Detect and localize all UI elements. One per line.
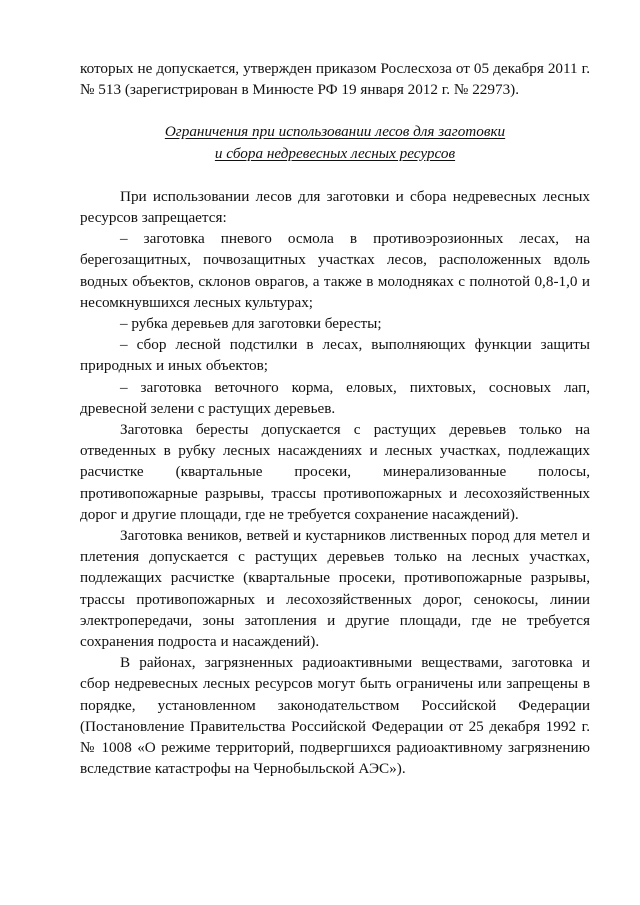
paragraph-brooms-branches: Заготовка веников, ветвей и кустарников лиственных пород для метел и плетения допускается с растущих деревьев только на лесных участках, подлежащих расчистке (квартальные просеки, противопожарные разрывы, трассы противопожарных и лесохозяйственных дорог, сенокосы, линии электропередачи, зоны затопления и другие площади, где не требуется сохранения подроста и насаждений). — [80, 527, 590, 651]
section-heading-line-2: и сбора недревесных лесных ресурсов — [214, 144, 456, 162]
list-item-birch-bark-felling: – рубка деревьев для заготовки бересты; — [120, 315, 382, 333]
section-heading-line-1: Ограничения при использовании лесов для заготовки — [164, 123, 506, 141]
list-item-resin-harvesting: – заготовка пневого осмола в противоэрозионных лесах, на берегозащитных, почвозащитных участках лесов, расположенных вдоль водных объектов, склонов оврагов, а также в молодняках с полнотой 0,8-1,0 и несомкнувшихся лесных культурах; — [80, 230, 590, 311]
list-item-branch-fodder: – заготовка веточного корма, еловых, пихтовых, сосновых лап, древесной зелени с растущих деревьев. — [80, 378, 590, 417]
paragraph-prohibitions-intro: При использовании лесов для заготовки и сбора недревесных лесных ресурсов запрещается: — [80, 187, 590, 227]
list-item-forest-litter: – сбор лесной подстилки в лесах, выполняющих функции защиты природных и иных объектов; — [80, 336, 590, 375]
intro-paragraph: которых не допускается, утвержден приказом Рослесхоза от 05 декабря 2011 г. № 513 (зарегистрирован в Минюсте РФ 19 января 2012 г. № 22973). — [80, 60, 590, 99]
paragraph-birch-bark: Заготовка бересты допускается с растущих деревьев только на отведенных в рубку лесных насаждениях и лесных участках, подлежащих расчистке (квартальные просеки, минерализованные полосы, противопожарные разрывы, трассы противопожарных и лесохозяйственных дорог и другие площади, где не требуется сохранение насаждений). — [80, 421, 590, 523]
document-page — [80, 58, 590, 780]
paragraph-radioactive-areas: В районах, загрязненных радиоактивными веществами, заготовка и сбор недревесных лесных ресурсов могут быть ограничены или запрещены в порядке, установленном законодательством Российской Федерации (Постановление Правительства Российской Федерации от 25 декабря 1992 г. № 1008 «О режиме территорий, подвергшихся радиоактивному загрязнению вследствие катастрофы на Чернобыльской АЭС»). — [80, 654, 590, 778]
section-heading — [80, 121, 590, 163]
